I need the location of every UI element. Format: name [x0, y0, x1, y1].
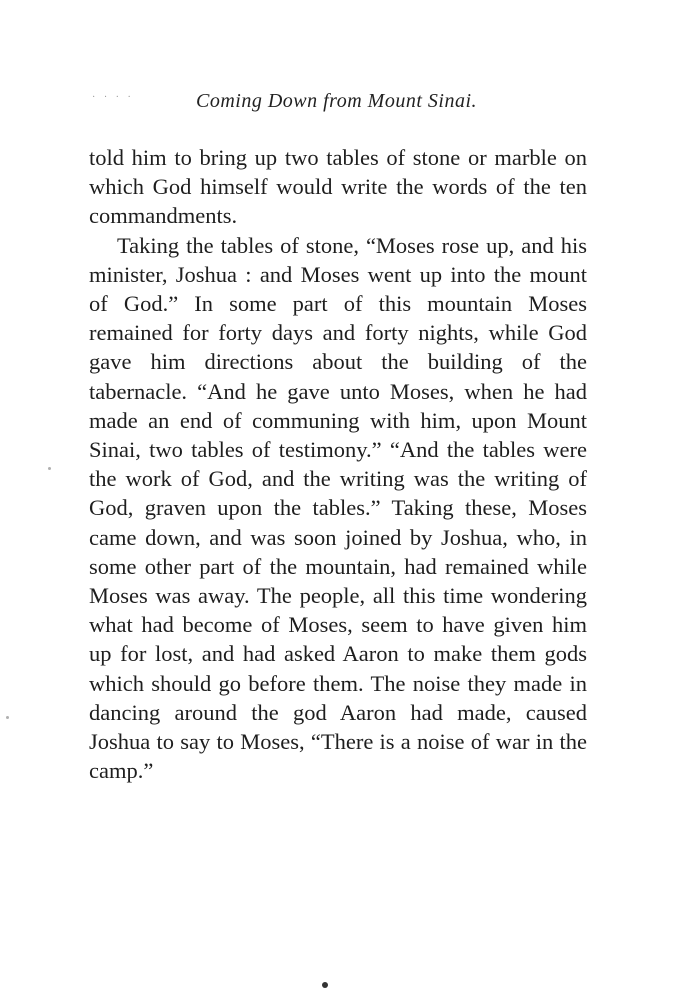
- paragraph-continued: told him to bring up two tables of stone or marble on which God himself would write the words of the ten commandments.: [89, 145, 587, 229]
- body-text: [89, 143, 587, 785]
- paragraph: Taking the tables of stone, “Moses rose up, and his minister, Joshua : and Moses went up into the mount of God.” In some part of this mountain Moses remained for forty days and forty nights, while God gave him directions about the building of the tabernacle. “And he gave unto Moses, when he had made an end of communing with him, upon Mount Sinai, two tables of testimony.” “And the tables were the work of God, and the writing was the writing of God, graven upon the tables.” Taking these, Moses came down, and was soon joined by Joshua, who, in some other part of the mountain, had remained while Moses was away. The people, all this time wondering what had become of Moses, seem to have given him up for lost, and had asked Aaron to make them gods which should go before them. The noise they made in dancing around the god Aaron had made, caused Joshua to say to Moses, “There is a noise of war in the camp.”: [89, 232, 587, 784]
- running-head: [0, 90, 673, 113]
- margin-dots-decoration: · · · ·: [92, 92, 134, 103]
- margin-speck: [6, 716, 9, 719]
- margin-speck: [48, 467, 51, 470]
- folio-mark: [322, 982, 328, 988]
- running-head-title: Coming Down from Mount Sinai.: [196, 90, 477, 112]
